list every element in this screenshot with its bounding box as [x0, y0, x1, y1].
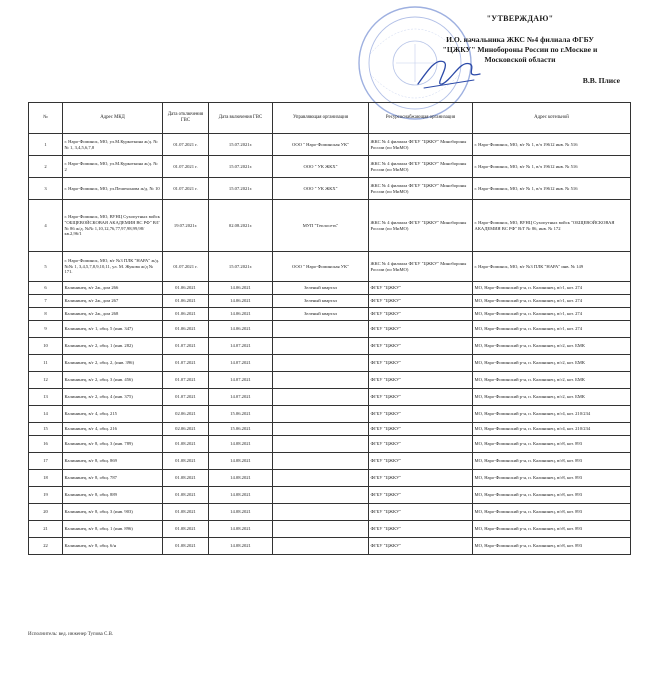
cell-on-date: 15.07.2021г. [209, 178, 273, 200]
cell-off-date: 01.08.2021 [163, 487, 209, 504]
cell-address: Калининец, в/г 8, общ. 889 [63, 487, 163, 504]
approval-line-2: "ЦЖКУ" Минобороны России по г.Москве и [442, 45, 598, 55]
cell-on-date: 15.06.2021 [209, 423, 273, 436]
cell-number: 22 [29, 538, 63, 555]
cell-off-date: 01.08.2021 [163, 538, 209, 555]
cell-off-date: 01.08.2021 [163, 453, 209, 470]
cell-off-date: 01.07.2021 г. [163, 156, 209, 178]
cell-supply-org: ЖКС № 4 филиала ФГБУ "ЦЖКУ" Минобороны России (по МиМО) [369, 200, 473, 252]
cell-off-date: 01.06.2021 [163, 282, 209, 295]
cell-on-date: 14.06.2021 [209, 295, 273, 308]
cell-management-org [273, 436, 369, 453]
cell-management-org: ООО " УК ЖКХ" [273, 156, 369, 178]
cell-off-date: 01.07.2021 [163, 389, 209, 406]
cell-supply-org: ФГБУ "ЦЖКУ" [369, 295, 473, 308]
cell-number: 13 [29, 389, 63, 406]
cell-address: Калининец, в/г 2ж, дом 267 [63, 295, 163, 308]
cell-on-date: 15.07.2021г. [209, 252, 273, 282]
cell-number: 21 [29, 521, 63, 538]
cell-boiler-address: МО, Наро-Фоминский р-н, п. Калининец, в/г8, кот. 893 [473, 487, 631, 504]
hot-water-shutdown-table [28, 102, 631, 555]
cell-boiler-address: МО, Наро-Фоминский р-н, п. Калининец, в/г8, кот. 893 [473, 538, 631, 555]
cell-boiler-address: г. Наро-Фоминск, МО, в/г №3 ПЛК "НАРА" инв. № 149 [473, 252, 631, 282]
cell-off-date: 01.07.2021 г. [163, 178, 209, 200]
header-off-date: Дата отключения ГВС [163, 103, 209, 134]
cell-number: 8 [29, 308, 63, 321]
cell-number: 5 [29, 252, 63, 282]
cell-supply-org: ФГБУ "ЦЖКУ" [369, 355, 473, 372]
cell-management-org [273, 504, 369, 521]
cell-boiler-address: МО, Наро-Фоминский р-н, п. Калининец, в/г8, кот. 893 [473, 521, 631, 538]
cell-on-date: 14.07.2021 [209, 372, 273, 389]
cell-boiler-address: МО, Наро-Фоминский р-н, п. Калининец, в/г8, кот. 893 [473, 436, 631, 453]
cell-management-org [273, 372, 369, 389]
cell-supply-org: ФГБУ "ЦЖКУ" [369, 308, 473, 321]
cell-boiler-address: МО, Наро-Фоминский р-н, п. Калининец, в/г2, кот. БМК [473, 389, 631, 406]
cell-address: г. Наро-Фоминск, МО, ул.М.Куркоткина ж/д. №№ 1, 3,4,5,6,7,8 [63, 134, 163, 156]
table-row [29, 252, 631, 282]
cell-supply-org: ФГБУ "ЦЖКУ" [369, 538, 473, 555]
table-row [29, 470, 631, 487]
cell-boiler-address: г. Наро-Фоминск, МО, в/г № 1, в/ч 19612 инв. № 516 [473, 178, 631, 200]
header-management-org: Управляющая организация [273, 103, 369, 134]
cell-supply-org: ЖКС № 4 филиала ФГБУ "ЦЖКУ" Минобороны России (по МиМО) [369, 156, 473, 178]
cell-boiler-address: МО, Наро-Фоминский р-н, п. Калининец, в/г1, кот. 274 [473, 308, 631, 321]
cell-on-date: 14.08.2021 [209, 487, 273, 504]
cell-on-date: 14.06.2021 [209, 282, 273, 295]
cell-management-org [273, 453, 369, 470]
cell-boiler-address: МО, Наро-Фоминский р-н, п. Калининец, в/г1, кот. 274 [473, 282, 631, 295]
executor-note: Исполнитель: вед. инженер Тупова С.В. [28, 632, 114, 637]
cell-address: Калининец, в/г 2ж, дом 266 [63, 282, 163, 295]
cell-number: 14 [29, 406, 63, 423]
cell-number: 10 [29, 338, 63, 355]
cell-address: Калининец, в/г 8, общ. 6/н [63, 538, 163, 555]
table-row [29, 372, 631, 389]
approval-signatory: В.В. Плисе [582, 75, 620, 85]
cell-off-date: 01.06.2021 [163, 295, 209, 308]
cell-address: Калининец, в/г 2, общ. 1 (инв. 282) [63, 338, 163, 355]
cell-supply-org: ФГБУ "ЦЖКУ" [369, 423, 473, 436]
cell-address: Калининец, в/г 8, общ. 3 (инв. 789) [63, 436, 163, 453]
cell-management-org [273, 338, 369, 355]
table-row [29, 295, 631, 308]
cell-address: Калининец, в/г 8, общ. 3 (инв. 903) [63, 504, 163, 521]
table-row [29, 321, 631, 338]
cell-off-date: 01.06.2021 [163, 321, 209, 338]
cell-address: Калининец, в/г 8, общ. 1 (инв. 896) [63, 521, 163, 538]
header-address: Адрес МКД [63, 103, 163, 134]
cell-on-date: 02.08.2021г. [209, 200, 273, 252]
table-row [29, 389, 631, 406]
cell-address: Калининец, в/г 2, общ. 2, (инв. 396) [63, 355, 163, 372]
cell-number: 2 [29, 156, 63, 178]
cell-on-date: 14.08.2021 [209, 521, 273, 538]
cell-management-org: Зеленый квартал [273, 308, 369, 321]
cell-boiler-address: МО, Наро-Фоминский р-н, п. Калининец, в/г8, кот. 893 [473, 453, 631, 470]
cell-off-date: 02.06.2021 [163, 406, 209, 423]
cell-supply-org: ФГБУ "ЦЖКУ" [369, 521, 473, 538]
cell-boiler-address: МО, Наро-Фоминский р-н, п. Калининец, в/г8, кот. 893 [473, 504, 631, 521]
cell-on-date: 15.07.2021г. [209, 156, 273, 178]
cell-off-date: 19.07.2021г. [163, 200, 209, 252]
cell-supply-org: ФГБУ "ЦЖКУ" [369, 338, 473, 355]
cell-number: 9 [29, 321, 63, 338]
cell-off-date: 01.08.2021 [163, 521, 209, 538]
table-row [29, 521, 631, 538]
cell-address: г. Наро-Фоминск, МО, ВУНЦ Сухопутных войск "ОБЩЕВОЙСКОВАЯ АКАДЕМИЯ ВС РФ" В/Г № 86 ж/д. №№ 1,10,12,76,77,97,98,99,98/кв.2,96/1 [63, 200, 163, 252]
table-row [29, 453, 631, 470]
cell-address: Калининец, в/г 8, общ. 787 [63, 470, 163, 487]
cell-on-date: 14.08.2021 [209, 504, 273, 521]
cell-address: Калининец, в/г 4, общ. 215 [63, 406, 163, 423]
header-number: № [29, 103, 63, 134]
table-row [29, 406, 631, 423]
cell-management-org: ООО " Наро-Фоминская УК" [273, 252, 369, 282]
approval-block [400, 14, 640, 86]
cell-boiler-address: МО, Наро-Фоминский р-н, п. Калининец, в/г4, кот. 210/234 [473, 406, 631, 423]
cell-management-org [273, 423, 369, 436]
cell-supply-org: ЖКС № 4 филиала ФГБУ "ЦЖКУ" Минобороны России (по МиМО) [369, 252, 473, 282]
cell-supply-org: ФГБУ "ЦЖКУ" [369, 487, 473, 504]
cell-on-date: 14.06.2021 [209, 308, 273, 321]
table-header-row [29, 103, 631, 134]
table-row [29, 282, 631, 295]
cell-number: 3 [29, 178, 63, 200]
table-row [29, 134, 631, 156]
cell-management-org [273, 521, 369, 538]
cell-number: 19 [29, 487, 63, 504]
cell-boiler-address: г. Наро-Фоминск, МО, ВУНЦ Сухопутных войск "ОБЩЕВОЙСКОВАЯ АКАДЕМИЯ ВС РФ" В/Г № 86, инв. № 172 [473, 200, 631, 252]
cell-on-date: 14.08.2021 [209, 453, 273, 470]
cell-on-date: 14.07.2021 [209, 389, 273, 406]
cell-boiler-address: МО, Наро-Фоминский р-н, п. Калининец, в/г2, кот. БМК [473, 338, 631, 355]
cell-number: 20 [29, 504, 63, 521]
cell-number: 6 [29, 282, 63, 295]
cell-boiler-address: МО, Наро-Фоминский р-н, п. Калининец, в/г4, кот. 210/234 [473, 423, 631, 436]
cell-management-org [273, 355, 369, 372]
cell-management-org [273, 470, 369, 487]
cell-management-org [273, 538, 369, 555]
cell-number: 16 [29, 436, 63, 453]
cell-address: г. Наро-Фоминск, МО, ул.Пешехонова ж/д. № 10 [63, 178, 163, 200]
cell-off-date: 01.06.2021 [163, 308, 209, 321]
cell-address: Калининец, в/г 2ж, дом 268 [63, 308, 163, 321]
cell-address: Калининец, в/г 2, общ. 3 (инв. 456) [63, 372, 163, 389]
table-row [29, 436, 631, 453]
cell-boiler-address: МО, Наро-Фоминский р-н, п. Калининец, в/г8, кот. 893 [473, 470, 631, 487]
cell-management-org [273, 487, 369, 504]
cell-management-org: Зеленый квартал [273, 282, 369, 295]
cell-on-date: 15.06.2021 [209, 406, 273, 423]
cell-address: г. Наро-Фоминск, МО, ул.М.Куркоткина ж/д. № 2 [63, 156, 163, 178]
cell-on-date: 14.08.2021 [209, 436, 273, 453]
cell-management-org: ООО " УК ЖКХ" [273, 178, 369, 200]
cell-address: Калининец, в/г 4, общ. 216 [63, 423, 163, 436]
cell-boiler-address: МО, Наро-Фоминский р-н, п. Калининец, в/г1, кот. 274 [473, 295, 631, 308]
cell-off-date: 01.07.2021 [163, 338, 209, 355]
approval-line-1: И.О. начальника ЖКС №4 филиала ФГБУ [446, 34, 594, 44]
cell-on-date: 15.07.2021г. [209, 134, 273, 156]
table-row [29, 338, 631, 355]
table-row [29, 156, 631, 178]
header-on-date: Дата включения ГВС [209, 103, 273, 134]
table-row [29, 200, 631, 252]
cell-supply-org: ФГБУ "ЦЖКУ" [369, 406, 473, 423]
header-boiler-address: Адрес котельной [473, 103, 631, 134]
cell-number: 1 [29, 134, 63, 156]
cell-management-org: МУП "Теплосеть" [273, 200, 369, 252]
cell-on-date: 14.07.2021 [209, 355, 273, 372]
table-row [29, 423, 631, 436]
cell-supply-org: ФГБУ "ЦЖКУ" [369, 504, 473, 521]
cell-off-date: 01.08.2021 [163, 436, 209, 453]
cell-number: 4 [29, 200, 63, 252]
cell-boiler-address: МО, Наро-Фоминский р-н, п. Калининец, в/г2, кот. БМК [473, 372, 631, 389]
cell-off-date: 01.07.2021 [163, 355, 209, 372]
approval-title: "УТВЕРЖДАЮ" [486, 14, 554, 23]
cell-supply-org: ФГБУ "ЦЖКУ" [369, 372, 473, 389]
cell-number: 12 [29, 372, 63, 389]
cell-management-org [273, 321, 369, 338]
cell-management-org [273, 406, 369, 423]
cell-number: 11 [29, 355, 63, 372]
cell-boiler-address: МО, Наро-Фоминский р-н, п. Калининец, в/г1, кот. 274 [473, 321, 631, 338]
cell-supply-org: ФГБУ "ЦЖКУ" [369, 389, 473, 406]
cell-supply-org: ФГБУ "ЦЖКУ" [369, 436, 473, 453]
cell-off-date: 01.07.2021 г. [163, 252, 209, 282]
cell-on-date: 14.06.2021 [209, 321, 273, 338]
table-row [29, 538, 631, 555]
table-row [29, 308, 631, 321]
cell-supply-org: ФГБУ "ЦЖКУ" [369, 453, 473, 470]
cell-off-date: 01.07.2021 г. [163, 134, 209, 156]
cell-number: 18 [29, 470, 63, 487]
table-row [29, 487, 631, 504]
cell-supply-org: ЖКС № 4 филиала ФГБУ "ЦЖКУ" Минобороны России (по МиМО) [369, 178, 473, 200]
cell-number: 15 [29, 423, 63, 436]
cell-supply-org: ФГБУ "ЦЖКУ" [369, 321, 473, 338]
cell-boiler-address: г. Наро-Фоминск, МО, в/г № 1, в/ч 19612 инв. № 516 [473, 134, 631, 156]
cell-off-date: 01.07.2021 [163, 372, 209, 389]
cell-management-org [273, 389, 369, 406]
cell-address: Калининец, в/г 2, общ. 4 (инв. 375) [63, 389, 163, 406]
cell-address: Калининец, в/г 1, общ. 5 (инв. 347) [63, 321, 163, 338]
cell-management-org: Зеленый квартал [273, 295, 369, 308]
table-row [29, 355, 631, 372]
table-row [29, 178, 631, 200]
cell-boiler-address: МО, Наро-Фоминский р-н, п. Калининец, в/г2, кот. БМК [473, 355, 631, 372]
cell-address: Калининец, в/г 8, общ. 869 [63, 453, 163, 470]
cell-on-date: 14.08.2021 [209, 538, 273, 555]
cell-address: г. Наро-Фоминск, МО, в/г №3 ПЛК "НАРА" ж/д. №№ 1, 3,4,5,7,8,9,10,11, ул. М. Жукова ж/д № 171. [63, 252, 163, 282]
cell-off-date: 01.08.2021 [163, 504, 209, 521]
cell-management-org: ООО " Наро-Фоминская УК" [273, 134, 369, 156]
cell-supply-org: ЖКС № 4 филиала ФГБУ "ЦЖКУ" Минобороны России (по МиМО) [369, 134, 473, 156]
cell-on-date: 14.08.2021 [209, 470, 273, 487]
cell-boiler-address: г. Наро-Фоминск, МО, в/г № 1, в/ч 19612 инв. № 516 [473, 156, 631, 178]
cell-on-date: 14.07.2021 [209, 338, 273, 355]
cell-number: 7 [29, 295, 63, 308]
cell-off-date: 02.06.2021 [163, 423, 209, 436]
cell-supply-org: ФГБУ "ЦЖКУ" [369, 470, 473, 487]
table-row [29, 504, 631, 521]
approval-line-3: Московской области [484, 55, 556, 65]
header-supply-org: Ресурсоснабжающая организация [369, 103, 473, 134]
cell-number: 17 [29, 453, 63, 470]
cell-supply-org: ФГБУ "ЦЖКУ" [369, 282, 473, 295]
cell-off-date: 01.08.2021 [163, 470, 209, 487]
